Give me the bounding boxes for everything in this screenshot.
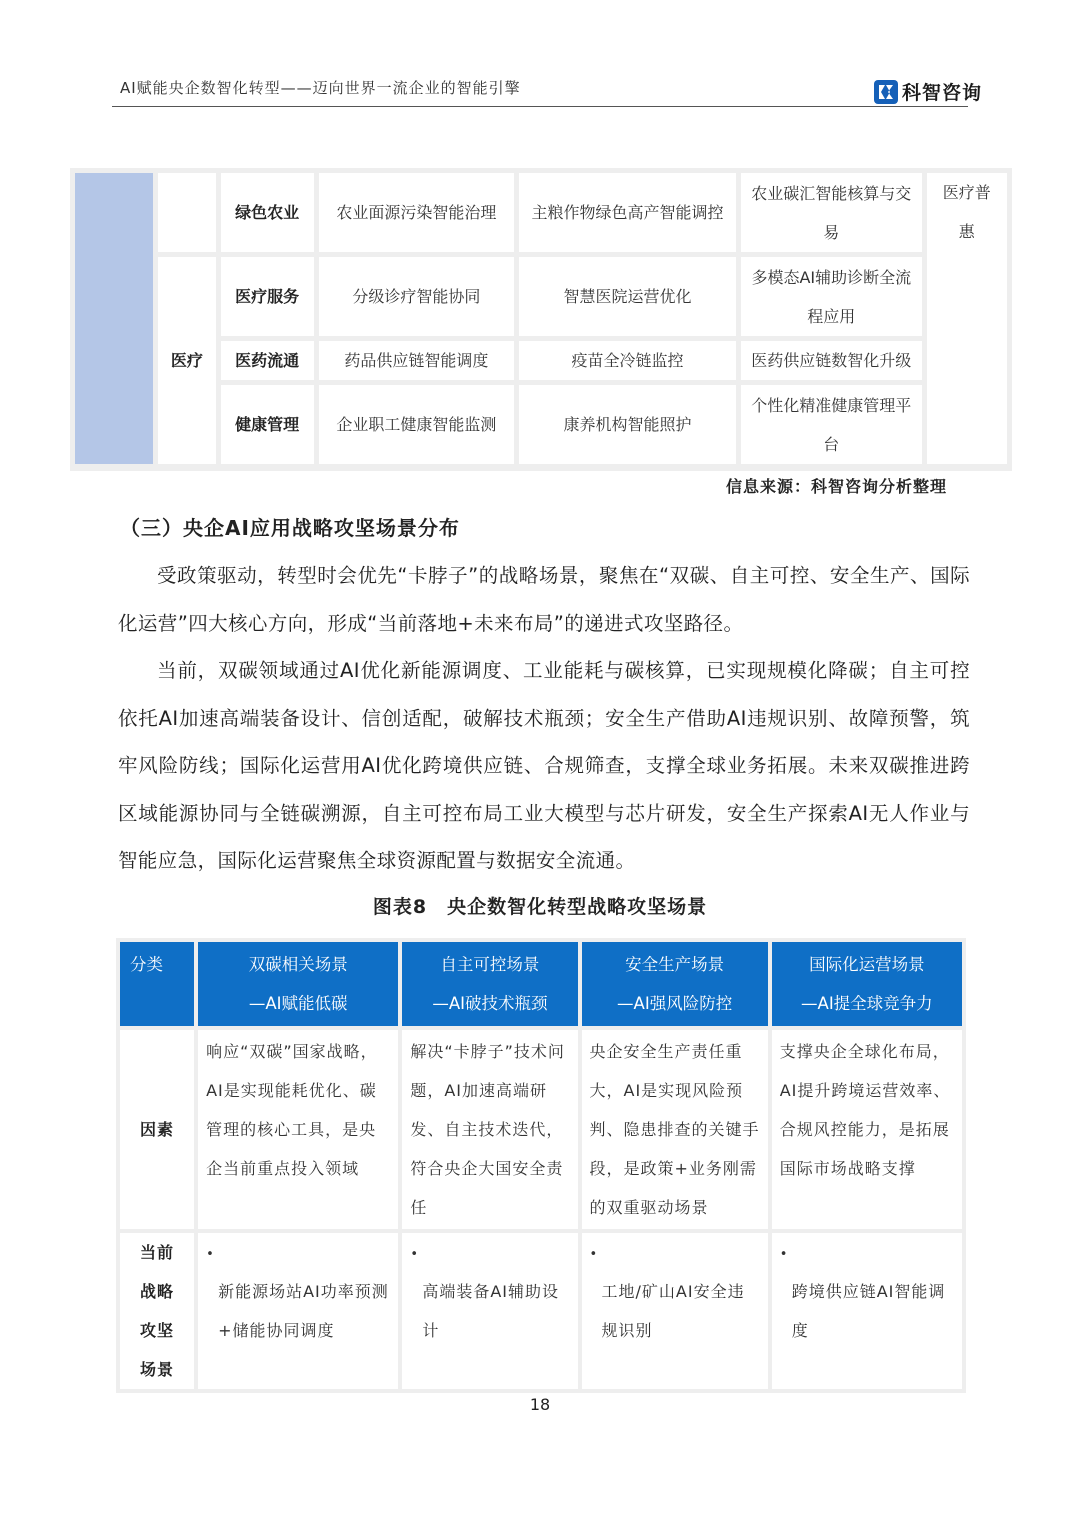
row-label-current: 当前战略攻坚场景 [120,1233,194,1389]
table-row [120,1030,962,1229]
table-cell: 多模态AI辅助诊断全流程应用 [741,257,922,336]
section-title: （三）央企AI应用战略攻坚场景分布 [120,516,460,540]
strategy-scenario-table [116,938,966,1393]
header-category: 分类 [120,942,194,1026]
table-cell: • 高端装备AI辅助设计 [402,1233,577,1389]
industry-scenario-table [70,168,1012,471]
header-line: 自主可控场景 [440,955,540,974]
table-cell: 分级诊疗智能协同 [319,257,514,336]
header-line: —AI强风险防控 [617,994,733,1013]
table-cell: • 跨境供应链AI智能调度 [772,1233,962,1389]
header-line: —AI赋能低碳 [248,994,348,1013]
logo-icon [874,80,898,104]
category-cell: 绿色农业 [221,173,314,252]
table-cell: 企业职工健康智能监测 [319,385,514,464]
table-cell: 疫苗全冷链监控 [519,341,736,380]
table-cell: 农业面源污染智能治理 [319,173,514,252]
header-safety [582,942,768,1026]
table-cell: 央企安全生产责任重大，AI是实现风险预判、隐患排查的关键手段，是政策+业务刚需的双重驱动场景 [582,1030,768,1229]
benefit-cell: 医疗普惠 [927,173,1007,464]
table-cell: 医药供应链数智化升级 [741,341,922,380]
category-cell: 健康管理 [221,385,314,464]
table-header-row [120,942,962,1026]
category-cell: 医药流通 [221,341,314,380]
table-cell: 农业碳汇智能核算与交易 [741,173,922,252]
domain-cell: 医疗 [158,257,215,464]
table-cell: 响应“双碳”国家战略，AI是实现能耗优化、碳管理的核心工具，是央企当前重点投入领域 [198,1030,398,1229]
header-line: 安全生产场景 [625,955,725,974]
table-cell: 个性化精准健康管理平台 [741,385,922,464]
table-cell: 解决“卡脖子”技术问题，AI加速高端研发、自主技术迭代，符合央企大国安全责任 [402,1030,577,1229]
table-cell: 智慧医院运营优化 [519,257,736,336]
source-note: 信息来源：科智咨询分析整理 [726,477,948,496]
header-line: —AI破技术瓶颈 [432,994,548,1013]
table-cell: • 新能源场站AI功率预测+储能协同调度 [198,1233,398,1389]
header-title: AI赋能央企数智化转型——迈向世界一流企业的智能引擎 [120,79,521,97]
table-cell: 药品供应链智能调度 [319,341,514,380]
page-number: 18 [529,1395,551,1414]
header-carbon [198,942,398,1026]
table-cell: 主粮作物绿色高产智能调控 [519,173,736,252]
row-label-factors: 因素 [120,1030,194,1229]
category-cell: 医疗服务 [221,257,314,336]
band-cell [75,173,153,464]
table-cell: 支撑央企全球化布局，AI提升跨境运营效率、合规风控能力，是拓展国际市场战略支撑 [772,1030,962,1229]
header-divider [112,106,968,107]
paragraph-1: 受政策驱动，转型时会优先“卡脖子”的战略场景，聚焦在“双碳、自主可控、安全生产、国际化运营”四大核心方向，形成“当前落地+未来布局”的递进式攻坚路径。 [118,564,970,635]
table-row [75,257,1007,336]
header-international [772,942,962,1026]
header-line: 双碳相关场景 [248,955,348,974]
table-cell: • 工地/矿山AI安全违规识别 [582,1233,768,1389]
header-line: 国际化运营场景 [809,955,925,974]
header-line: —AI提全球竞争力 [801,994,933,1013]
domain-cell [158,173,215,252]
table-row [75,173,1007,252]
table-row [120,1233,962,1389]
figure-title: 图表8 央企数智化转型战略攻坚场景 [372,896,708,918]
company-logo [874,78,982,105]
table-cell: 康养机构智能照护 [519,385,736,464]
header-autonomy [402,942,577,1026]
paragraph-2: 当前，双碳领域通过AI优化新能源调度、工业能耗与碳核算，已实现规模化降碳；自主可控依托AI加速高端装备设计、信创适配，破解技术瓶颈；安全生产借助AI违规识别、故障预警，筑牢风险防线；国际化运营用AI优化跨境供应链、合规筛查，支撑全球业务拓展。未来双碳推进跨区域能源协同与全链碳溯源，自主可控布局工业大模型与芯片研发，安全生产探索AI无人作业与智能应急，国际化运营聚焦全球资源配置与数据安全流通。 [118,659,970,872]
logo-text: 科智咨询 [902,82,983,104]
